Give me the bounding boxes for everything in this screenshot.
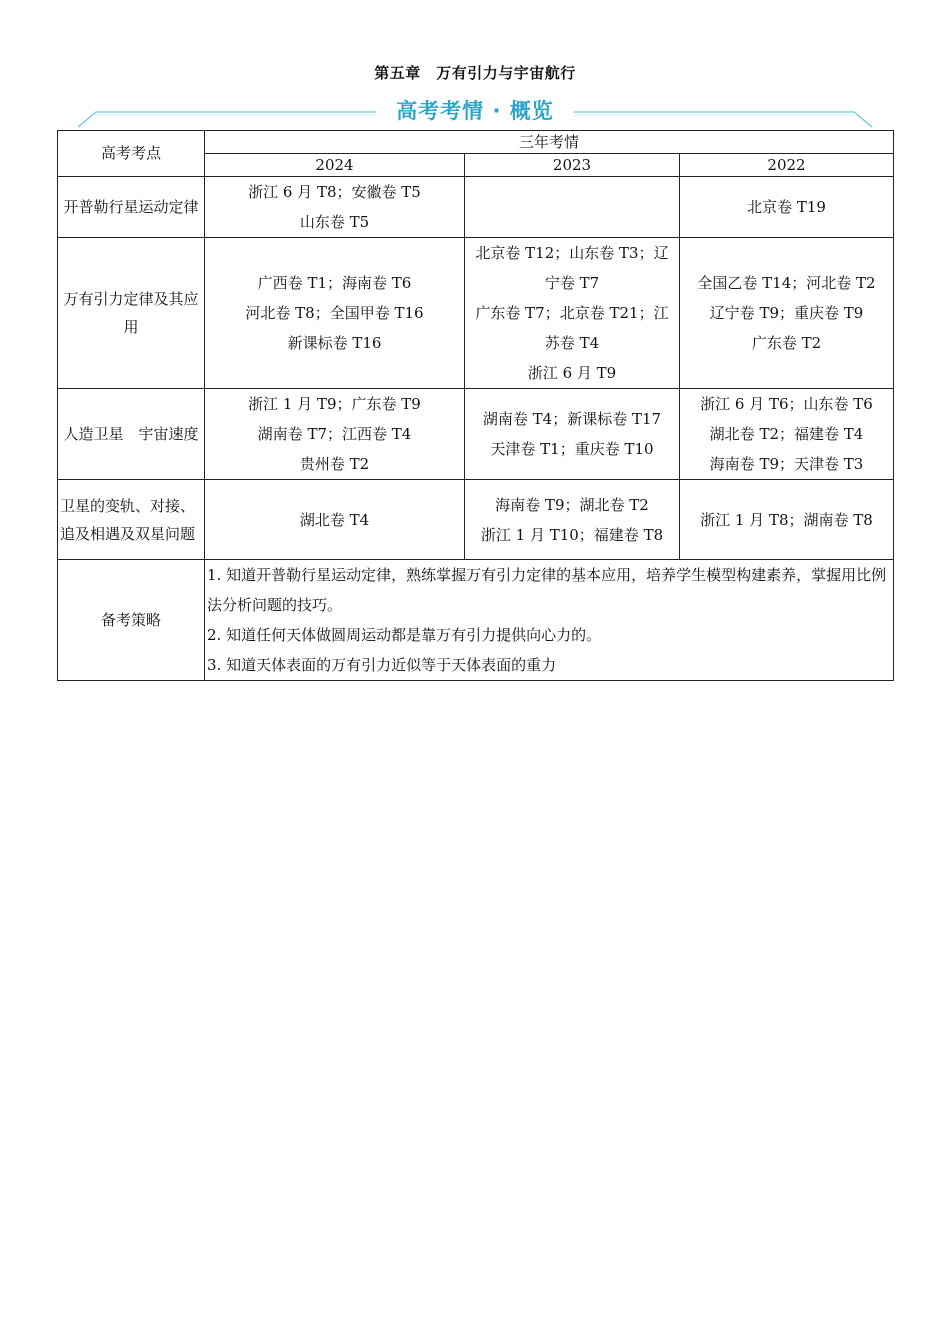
exam-ref: 贵州卷 T2 (299, 455, 370, 473)
exam-ref: 浙江 1 月 T8；湖南卷 T8 (700, 510, 873, 529)
cell-2022 (680, 177, 894, 238)
table-row (58, 389, 894, 480)
cell-2022 (680, 238, 894, 389)
exam-ref: 宁卷 T7 (544, 274, 600, 292)
topic-cell: 万有引力定律及其应用 (58, 238, 205, 389)
exam-ref: 广东卷 T2 (751, 334, 822, 352)
exam-ref: 河北卷 T8；全国甲卷 T16 (245, 304, 424, 322)
cell-2023 (465, 238, 680, 389)
banner-title: 高考考情 · 概览 (76, 96, 874, 126)
exam-overview-table (57, 130, 894, 681)
cell-2023 (465, 480, 680, 560)
exam-ref: 全国乙卷 T14；河北卷 T2 (697, 274, 876, 292)
topic-cell: 人造卫星 宇宙速度 (58, 389, 205, 480)
group-header: 三年考情 (205, 131, 894, 154)
exam-ref: 浙江 1 月 T9；广东卷 T9 (248, 395, 421, 413)
exam-ref: 北京卷 T12；山东卷 T3；辽 (475, 244, 669, 262)
section-banner (76, 96, 874, 130)
exam-ref: 新课标卷 T16 (287, 334, 382, 352)
topic-cell: 开普勒行星运动定律 (58, 177, 205, 238)
strategy-label: 备考策略 (58, 560, 205, 681)
exam-ref: 湖南卷 T7；江西卷 T4 (257, 425, 412, 443)
exam-ref: 天津卷 T1；重庆卷 T10 (490, 440, 654, 458)
table-row (58, 480, 894, 560)
exam-ref: 浙江 1 月 T10；福建卷 T8 (480, 525, 664, 544)
strategy-item: 1. 知道开普勒行星运动定律，熟练掌握万有引力定律的基本应用，培养学生模型构建素养，掌握用比例法分析问题的技巧。 (207, 566, 887, 614)
exam-ref: 苏卷 T4 (544, 334, 600, 352)
year-header-2023: 2023 (465, 154, 680, 177)
exam-ref: 北京卷 T19 (747, 198, 826, 216)
topic-cell: 卫星的变轨、对接、追及相遇及双星问题 (58, 480, 205, 560)
strategy-item: 3. 知道天体表面的万有引力近似等于天体表面的重力 (207, 656, 557, 674)
strategy-item: 2. 知道任何天体做圆周运动都是靠万有引力提供向心力的。 (207, 626, 602, 644)
year-header-2022: 2022 (680, 154, 894, 177)
exam-ref: 湖北卷 T2；福建卷 T4 (709, 425, 864, 443)
cell-2024 (205, 480, 465, 560)
exam-ref: 湖南卷 T4；新课标卷 T17 (482, 410, 662, 428)
table-header-row (58, 131, 894, 154)
cell-2023 (465, 177, 680, 238)
cell-2024 (205, 389, 465, 480)
cell-2023 (465, 389, 680, 480)
exam-ref: 浙江 6 月 T6；山东卷 T6 (700, 395, 873, 413)
cell-2024 (205, 177, 465, 238)
exam-ref: 山东卷 T5 (299, 213, 370, 231)
cell-2024 (205, 238, 465, 389)
exam-ref: 辽宁卷 T9；重庆卷 T9 (709, 304, 864, 322)
exam-ref: 浙江 6 月 T8；安徽卷 T5 (248, 183, 421, 201)
cell-2022 (680, 389, 894, 480)
exam-ref: 海南卷 T9；湖北卷 T2 (495, 495, 649, 514)
topic-header: 高考考点 (58, 131, 205, 177)
exam-ref: 湖北卷 T4 (299, 510, 370, 529)
cell-2022 (680, 480, 894, 560)
table-row (58, 177, 894, 238)
strategy-row (58, 560, 894, 681)
exam-ref: 浙江 6 月 T9 (527, 364, 617, 382)
year-header-2024: 2024 (205, 154, 465, 177)
exam-ref: 广西卷 T1；海南卷 T6 (257, 274, 412, 292)
exam-ref: 广东卷 T7；北京卷 T21；江 (475, 304, 669, 322)
strategy-content (205, 560, 894, 681)
exam-ref: 海南卷 T9；天津卷 T3 (709, 455, 864, 473)
chapter-title: 第五章 万有引力与宇宙航行 (374, 64, 576, 82)
table-row (58, 238, 894, 389)
